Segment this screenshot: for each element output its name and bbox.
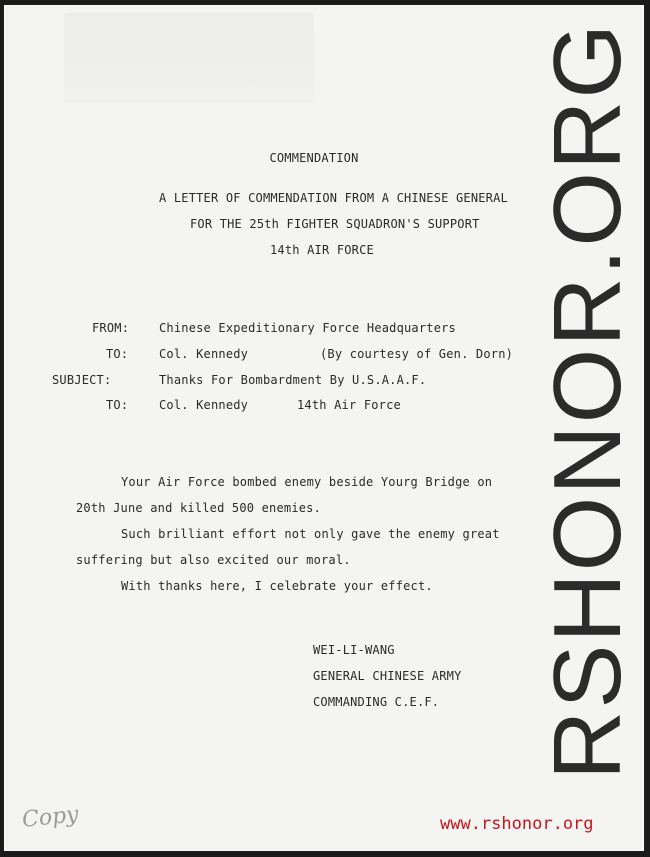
subtitle-line-3: 14th AIR FORCE	[270, 243, 374, 257]
from-label: FROM:	[92, 321, 130, 335]
faded-stamp-area	[64, 13, 314, 103]
signature-command: COMMANDING C.E.F.	[313, 695, 440, 709]
body-line-5: With thanks here, I celebrate your effect.	[121, 579, 433, 593]
subject-label: SUBJECT:	[52, 373, 112, 387]
from-value: Chinese Expeditionary Force Headquarters	[159, 321, 456, 335]
body-line-2: 20th June and killed 500 enemies.	[76, 501, 322, 515]
handwritten-copy-note: Copy	[20, 802, 80, 833]
document-heading: COMMENDATION	[269, 151, 359, 165]
body-line-3: Such brilliant effort not only gave the enemy great	[121, 527, 500, 541]
to-note-1: (By courtesy of Gen. Dorn)	[320, 347, 514, 361]
body-line-4: suffering but also excited our moral.	[76, 553, 351, 567]
signature-name: WEI-LI-WANG	[313, 643, 395, 657]
subject-value: Thanks For Bombardment By U.S.A.A.F.	[159, 373, 427, 387]
body-line-1: Your Air Force bombed enemy beside Yourg Bridge on	[121, 475, 493, 489]
watermark-text: RSHONOR.ORG	[534, 21, 641, 780]
to-label-2: TO:	[106, 398, 129, 412]
to-value-2: Col. Kennedy	[159, 398, 249, 412]
watermark-url: www.rshonor.org	[440, 814, 594, 834]
subtitle-line-1: A LETTER OF COMMENDATION FROM A CHINESE GENERAL	[159, 191, 508, 205]
to-label-1: TO:	[106, 347, 129, 361]
signature-title: GENERAL CHINESE ARMY	[313, 669, 462, 683]
to-value-1: Col. Kennedy	[159, 347, 249, 361]
subtitle-line-2: FOR THE 25th FIGHTER SQUADRON'S SUPPORT	[190, 217, 480, 231]
to-note-2: 14th Air Force	[297, 398, 401, 412]
